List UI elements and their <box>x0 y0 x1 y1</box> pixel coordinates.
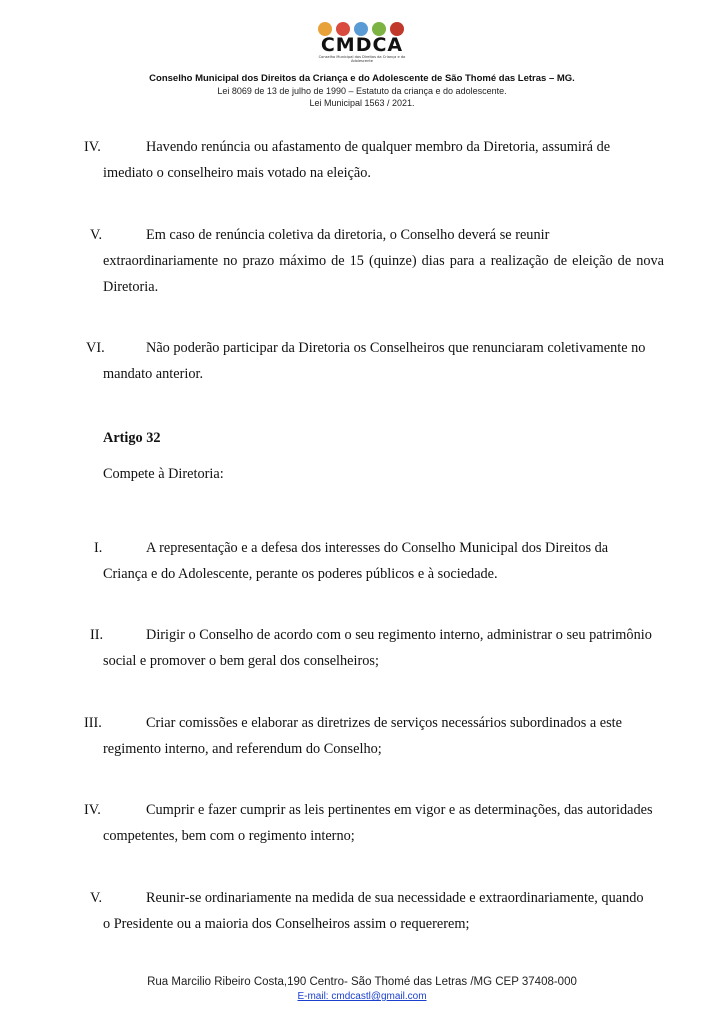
item-continuation: regimento interno, and referendum do Conselho; <box>103 741 382 757</box>
item-number: VI. <box>86 340 105 356</box>
paragraph-item <box>86 336 664 362</box>
item-number: IV. <box>84 802 101 818</box>
paragraph-item <box>90 223 664 249</box>
paragraph-item <box>84 135 664 161</box>
item-number: I. <box>94 540 103 556</box>
paragraph-item <box>84 798 664 824</box>
header-title: Conselho Municipal dos Direitos da Criança e do Adolescente de São Thomé das Letras – MG. <box>149 73 575 84</box>
item-continuation: o Presidente ou a maioria dos Conselheiros assim o requererem; <box>103 916 470 932</box>
item-text: Cumprir e fazer cumprir as leis pertinentes em vigor e as determinações, das autoridades <box>146 802 653 818</box>
paragraph-item <box>90 623 664 649</box>
page-header <box>0 20 724 108</box>
logo-subtitle: Conselho Municipal dos Direitos da Criança e do Adolescente <box>318 55 406 63</box>
item-number: II. <box>90 627 104 643</box>
header-municipal-line: Lei Municipal 1563 / 2021. <box>309 98 415 108</box>
item-continuation: mandato anterior. <box>103 366 204 382</box>
article-intro: Compete à Diretoria: <box>103 466 224 482</box>
item-text: Havendo renúncia ou afastamento de qualquer membro da Diretoria, assumirá de <box>146 139 611 155</box>
item-text: A representação e a defesa dos interesses do Conselho Municipal dos Direitos da <box>146 540 609 556</box>
item-number: III. <box>84 715 102 731</box>
item-number: V. <box>90 890 103 906</box>
item-text: Reunir-se ordinariamente na medida de sua necessidade e extraordinariamente, quando <box>146 890 644 906</box>
item-text: Criar comissões e elaborar as diretrizes de serviços necessários subordinados a este <box>146 715 622 731</box>
footer-address: Rua Marcilio Ribeiro Costa,190 Centro- São Thomé das Letras /MG CEP 37408-000 <box>147 976 577 988</box>
header-law-line: Lei 8069 de 13 de julho de 1990 – Estatuto da criança e do adolescente. <box>217 86 507 96</box>
item-text: Não poderão participar da Diretoria os Conselheiros que renunciaram coletivamente no <box>146 340 646 356</box>
paragraph-item <box>84 711 664 737</box>
item-continuation: imediato o conselheiro mais votado na eleição. <box>103 165 371 181</box>
item-text: Dirigir o Conselho de acordo com o seu regimento interno, administrar o seu patrimônio <box>146 627 652 643</box>
item-continuation: Criança e do Adolescente, perante os poderes públicos e à sociedade. <box>103 566 498 582</box>
item-number: V. <box>90 227 103 243</box>
cmdca-logo <box>312 20 412 64</box>
item-continuation: extraordinariamente no prazo máximo de 15 (quinze) dias para a realização de eleição de nova Diretoria. <box>103 253 664 295</box>
paragraph-item <box>90 886 664 912</box>
item-continuation: social e promover o bem geral dos conselheiros; <box>103 653 379 669</box>
item-number: IV. <box>84 139 101 155</box>
article-title: Artigo 32 <box>103 430 161 446</box>
item-continuation: competentes, bem com o regimento interno; <box>103 828 355 844</box>
page-footer <box>0 976 724 1002</box>
item-text: Em caso de renúncia coletiva da diretoria, o Conselho deverá se reunir <box>146 227 550 243</box>
logo-text: CMDCA <box>320 34 404 56</box>
paragraph-item <box>94 536 664 562</box>
footer-email-link[interactable]: E-mail: cmdcastl@gmail.com <box>297 991 427 1002</box>
